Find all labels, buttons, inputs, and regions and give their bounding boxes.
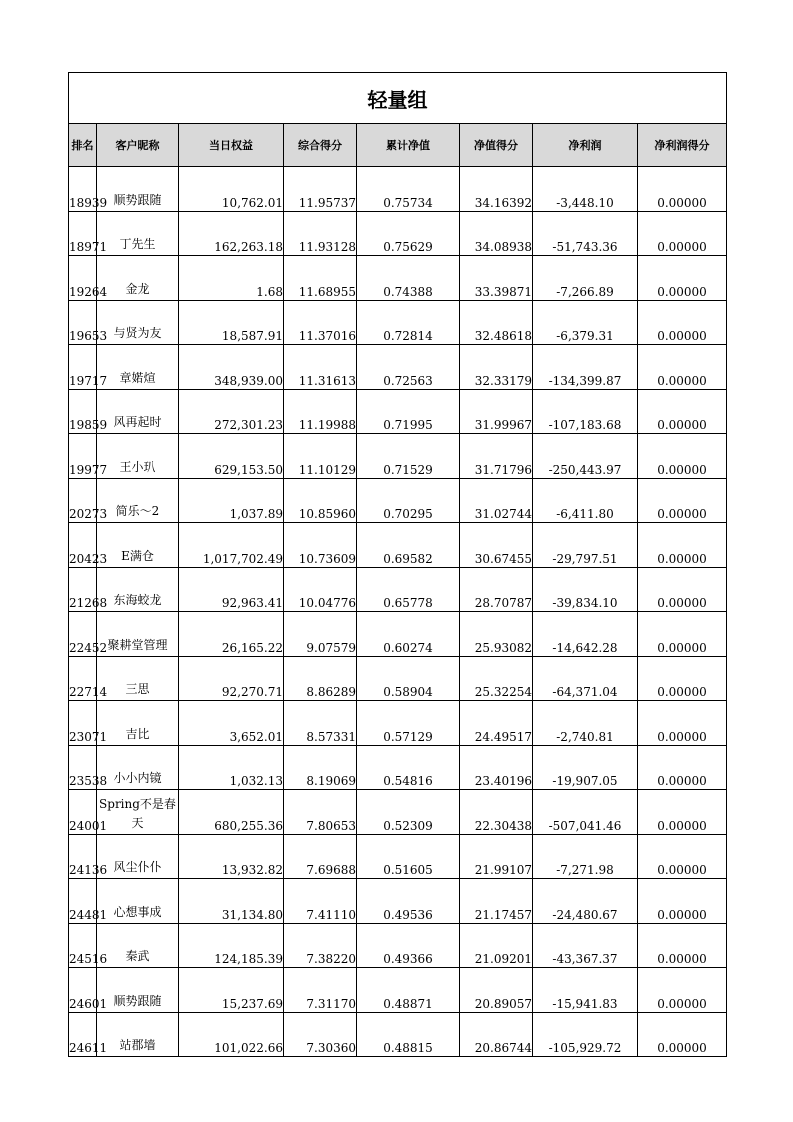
net-value-score-cell: 33.39871 xyxy=(460,256,533,301)
net-value-score-cell: 34.16392 xyxy=(460,167,533,212)
net-profit-cell: -19,907.05 xyxy=(533,745,638,790)
total-score-cell: 7.30360 xyxy=(284,1012,357,1057)
net-value-cell: 0.71995 xyxy=(357,389,460,434)
net-profit-score-cell: 0.00000 xyxy=(638,389,727,434)
table-row xyxy=(69,656,727,701)
rank-cell: 19264 xyxy=(69,256,97,301)
rank-cell: 23538 xyxy=(69,745,97,790)
net-profit-cell: -7,266.89 xyxy=(533,256,638,301)
net-value-cell: 0.57129 xyxy=(357,701,460,746)
nickname-cell: 顺势跟随 xyxy=(97,167,179,212)
net-value-cell: 0.48815 xyxy=(357,1012,460,1057)
nickname-cell: 小小内镜 xyxy=(97,745,179,790)
ranking-table xyxy=(68,72,727,1057)
header-net-value: 累计净值 xyxy=(357,124,460,167)
net-value-score-cell: 21.09201 xyxy=(460,923,533,968)
rank-cell: 22452 xyxy=(69,612,97,657)
net-profit-cell: -51,743.36 xyxy=(533,211,638,256)
equity-cell: 92,270.71 xyxy=(179,656,284,701)
total-score-cell: 11.68955 xyxy=(284,256,357,301)
net-profit-cell: -24,480.67 xyxy=(533,879,638,924)
table-row xyxy=(69,567,727,612)
nickname-cell: 东海蛟龙 xyxy=(97,567,179,612)
equity-cell: 31,134.80 xyxy=(179,879,284,924)
rank-cell: 20423 xyxy=(69,523,97,568)
net-profit-cell: -105,929.72 xyxy=(533,1012,638,1057)
header-rank: 排名 xyxy=(69,124,97,167)
total-score-cell: 10.73609 xyxy=(284,523,357,568)
net-value-cell: 0.54816 xyxy=(357,745,460,790)
nickname-cell: 心想事成 xyxy=(97,879,179,924)
net-value-score-cell: 25.93082 xyxy=(460,612,533,657)
net-profit-score-cell: 0.00000 xyxy=(638,434,727,479)
nickname-cell: 金龙 xyxy=(97,256,179,301)
net-profit-cell: -6,411.80 xyxy=(533,478,638,523)
net-profit-score-cell: 0.00000 xyxy=(638,834,727,879)
rank-cell: 21268 xyxy=(69,567,97,612)
net-value-cell: 0.51605 xyxy=(357,834,460,879)
table-body xyxy=(69,167,727,1057)
net-profit-cell: -134,399.87 xyxy=(533,345,638,390)
net-profit-cell: -107,183.68 xyxy=(533,389,638,434)
net-profit-cell: -250,443.97 xyxy=(533,434,638,479)
nickname-cell: 吉比 xyxy=(97,701,179,746)
equity-cell: 1,017,702.49 xyxy=(179,523,284,568)
net-profit-score-cell: 0.00000 xyxy=(638,567,727,612)
net-value-cell: 0.69582 xyxy=(357,523,460,568)
table-row xyxy=(69,167,727,212)
rank-cell: 22714 xyxy=(69,656,97,701)
net-profit-cell: -15,941.83 xyxy=(533,968,638,1013)
equity-cell: 680,255.36 xyxy=(179,790,284,835)
net-value-cell: 0.70295 xyxy=(357,478,460,523)
net-profit-score-cell: 0.00000 xyxy=(638,211,727,256)
header-equity: 当日权益 xyxy=(179,124,284,167)
rank-cell: 19977 xyxy=(69,434,97,479)
table-row xyxy=(69,478,727,523)
net-value-cell: 0.48871 xyxy=(357,968,460,1013)
net-value-score-cell: 28.70787 xyxy=(460,567,533,612)
net-value-score-cell: 24.49517 xyxy=(460,701,533,746)
equity-cell: 348,939.00 xyxy=(179,345,284,390)
nickname-cell: 风再起时 xyxy=(97,389,179,434)
total-score-cell: 8.57331 xyxy=(284,701,357,746)
equity-cell: 101,022.66 xyxy=(179,1012,284,1057)
equity-cell: 92,963.41 xyxy=(179,567,284,612)
table-row xyxy=(69,389,727,434)
table-title: 轻量组 xyxy=(69,73,727,124)
rank-cell: 24481 xyxy=(69,879,97,924)
nickname-cell: E满仓 xyxy=(97,523,179,568)
header-net-value-score: 净值得分 xyxy=(460,124,533,167)
header-total-score: 综合得分 xyxy=(284,124,357,167)
total-score-cell: 10.04776 xyxy=(284,567,357,612)
net-profit-score-cell: 0.00000 xyxy=(638,968,727,1013)
nickname-cell: 丁先生 xyxy=(97,211,179,256)
nickname-cell: 王小玐 xyxy=(97,434,179,479)
net-profit-cell: -6,379.31 xyxy=(533,300,638,345)
net-value-score-cell: 20.89057 xyxy=(460,968,533,1013)
table-row xyxy=(69,523,727,568)
net-profit-cell: -39,834.10 xyxy=(533,567,638,612)
equity-cell: 13,932.82 xyxy=(179,834,284,879)
nickname-cell: 顺势跟随 xyxy=(97,968,179,1013)
net-profit-score-cell: 0.00000 xyxy=(638,256,727,301)
table-row xyxy=(69,834,727,879)
header-row xyxy=(69,124,727,167)
net-profit-score-cell: 0.00000 xyxy=(638,790,727,835)
rank-cell: 23071 xyxy=(69,701,97,746)
net-profit-score-cell: 0.00000 xyxy=(638,478,727,523)
total-score-cell: 11.19988 xyxy=(284,389,357,434)
header-nickname: 客户昵称 xyxy=(97,124,179,167)
net-value-score-cell: 32.33179 xyxy=(460,345,533,390)
table-row xyxy=(69,790,727,835)
table-row xyxy=(69,879,727,924)
total-score-cell: 11.95737 xyxy=(284,167,357,212)
total-score-cell: 11.10129 xyxy=(284,434,357,479)
nickname-cell: 与贤为友 xyxy=(97,300,179,345)
net-profit-score-cell: 0.00000 xyxy=(638,345,727,390)
table-row xyxy=(69,256,727,301)
net-value-score-cell: 25.32254 xyxy=(460,656,533,701)
total-score-cell: 11.31613 xyxy=(284,345,357,390)
total-score-cell: 8.19069 xyxy=(284,745,357,790)
net-profit-score-cell: 0.00000 xyxy=(638,923,727,968)
net-value-score-cell: 20.86744 xyxy=(460,1012,533,1057)
rank-cell: 24611 xyxy=(69,1012,97,1057)
total-score-cell: 11.93128 xyxy=(284,211,357,256)
equity-cell: 272,301.23 xyxy=(179,389,284,434)
rank-cell: 24136 xyxy=(69,834,97,879)
equity-cell: 162,263.18 xyxy=(179,211,284,256)
equity-cell: 3,652.01 xyxy=(179,701,284,746)
nickname-cell: 风尘仆仆 xyxy=(97,834,179,879)
net-value-score-cell: 23.40196 xyxy=(460,745,533,790)
table-row xyxy=(69,345,727,390)
equity-cell: 15,237.69 xyxy=(179,968,284,1013)
net-value-score-cell: 31.02744 xyxy=(460,478,533,523)
net-value-cell: 0.58904 xyxy=(357,656,460,701)
rank-cell: 19859 xyxy=(69,389,97,434)
net-profit-score-cell: 0.00000 xyxy=(638,656,727,701)
net-value-score-cell: 21.17457 xyxy=(460,879,533,924)
net-profit-score-cell: 0.00000 xyxy=(638,745,727,790)
table-row xyxy=(69,745,727,790)
table-row xyxy=(69,923,727,968)
net-profit-cell: -43,367.37 xyxy=(533,923,638,968)
net-profit-score-cell: 0.00000 xyxy=(638,879,727,924)
equity-cell: 26,165.22 xyxy=(179,612,284,657)
rank-cell: 18939 xyxy=(69,167,97,212)
total-score-cell: 7.41110 xyxy=(284,879,357,924)
net-profit-cell: -507,041.46 xyxy=(533,790,638,835)
net-value-cell: 0.72563 xyxy=(357,345,460,390)
net-value-cell: 0.49366 xyxy=(357,923,460,968)
net-value-score-cell: 32.48618 xyxy=(460,300,533,345)
net-profit-cell: -64,371.04 xyxy=(533,656,638,701)
equity-cell: 1,032.13 xyxy=(179,745,284,790)
nickname-cell: 聚耕堂管理 xyxy=(97,612,179,657)
rank-cell: 24516 xyxy=(69,923,97,968)
net-value-cell: 0.71529 xyxy=(357,434,460,479)
net-value-score-cell: 21.99107 xyxy=(460,834,533,879)
total-score-cell: 8.86289 xyxy=(284,656,357,701)
nickname-cell: 简乐～2 xyxy=(97,478,179,523)
rank-cell: 18971 xyxy=(69,211,97,256)
equity-cell: 1.68 xyxy=(179,256,284,301)
net-value-cell: 0.74388 xyxy=(357,256,460,301)
net-profit-score-cell: 0.00000 xyxy=(638,1012,727,1057)
equity-cell: 1,037.89 xyxy=(179,478,284,523)
table-row xyxy=(69,701,727,746)
net-profit-score-cell: 0.00000 xyxy=(638,612,727,657)
total-score-cell: 9.07579 xyxy=(284,612,357,657)
table-row xyxy=(69,211,727,256)
net-value-cell: 0.75629 xyxy=(357,211,460,256)
nickname-cell: 三思 xyxy=(97,656,179,701)
net-profit-score-cell: 0.00000 xyxy=(638,167,727,212)
net-value-cell: 0.60274 xyxy=(357,612,460,657)
net-profit-score-cell: 0.00000 xyxy=(638,701,727,746)
nickname-cell: Spring不是春天 xyxy=(97,790,179,835)
net-value-cell: 0.65778 xyxy=(357,567,460,612)
ranking-sheet xyxy=(68,72,726,1057)
equity-cell: 124,185.39 xyxy=(179,923,284,968)
rank-cell: 19717 xyxy=(69,345,97,390)
nickname-cell: 秦武 xyxy=(97,923,179,968)
net-value-cell: 0.72814 xyxy=(357,300,460,345)
table-row xyxy=(69,434,727,479)
table-row xyxy=(69,968,727,1013)
net-value-score-cell: 30.67455 xyxy=(460,523,533,568)
rank-cell: 20273 xyxy=(69,478,97,523)
total-score-cell: 7.69688 xyxy=(284,834,357,879)
net-value-cell: 0.75734 xyxy=(357,167,460,212)
equity-cell: 18,587.91 xyxy=(179,300,284,345)
rank-cell: 24001 xyxy=(69,790,97,835)
net-value-cell: 0.49536 xyxy=(357,879,460,924)
rank-cell: 19653 xyxy=(69,300,97,345)
header-net-profit-score: 净利润得分 xyxy=(638,124,727,167)
net-profit-score-cell: 0.00000 xyxy=(638,300,727,345)
total-score-cell: 11.37016 xyxy=(284,300,357,345)
table-row xyxy=(69,300,727,345)
equity-cell: 629,153.50 xyxy=(179,434,284,479)
header-net-profit: 净利润 xyxy=(533,124,638,167)
net-profit-cell: -3,448.10 xyxy=(533,167,638,212)
net-profit-cell: -14,642.28 xyxy=(533,612,638,657)
net-profit-cell: -2,740.81 xyxy=(533,701,638,746)
total-score-cell: 7.38220 xyxy=(284,923,357,968)
net-value-score-cell: 31.71796 xyxy=(460,434,533,479)
net-profit-score-cell: 0.00000 xyxy=(638,523,727,568)
net-profit-cell: -7,271.98 xyxy=(533,834,638,879)
net-value-score-cell: 22.30438 xyxy=(460,790,533,835)
net-value-cell: 0.52309 xyxy=(357,790,460,835)
equity-cell: 10,762.01 xyxy=(179,167,284,212)
rank-cell: 24601 xyxy=(69,968,97,1013)
net-value-score-cell: 31.99967 xyxy=(460,389,533,434)
nickname-cell: 站郡墙 xyxy=(97,1012,179,1057)
net-value-score-cell: 34.08938 xyxy=(460,211,533,256)
table-row xyxy=(69,1012,727,1057)
total-score-cell: 10.85960 xyxy=(284,478,357,523)
total-score-cell: 7.31170 xyxy=(284,968,357,1013)
total-score-cell: 7.80653 xyxy=(284,790,357,835)
table-row xyxy=(69,612,727,657)
nickname-cell: 章婼煊 xyxy=(97,345,179,390)
net-profit-cell: -29,797.51 xyxy=(533,523,638,568)
